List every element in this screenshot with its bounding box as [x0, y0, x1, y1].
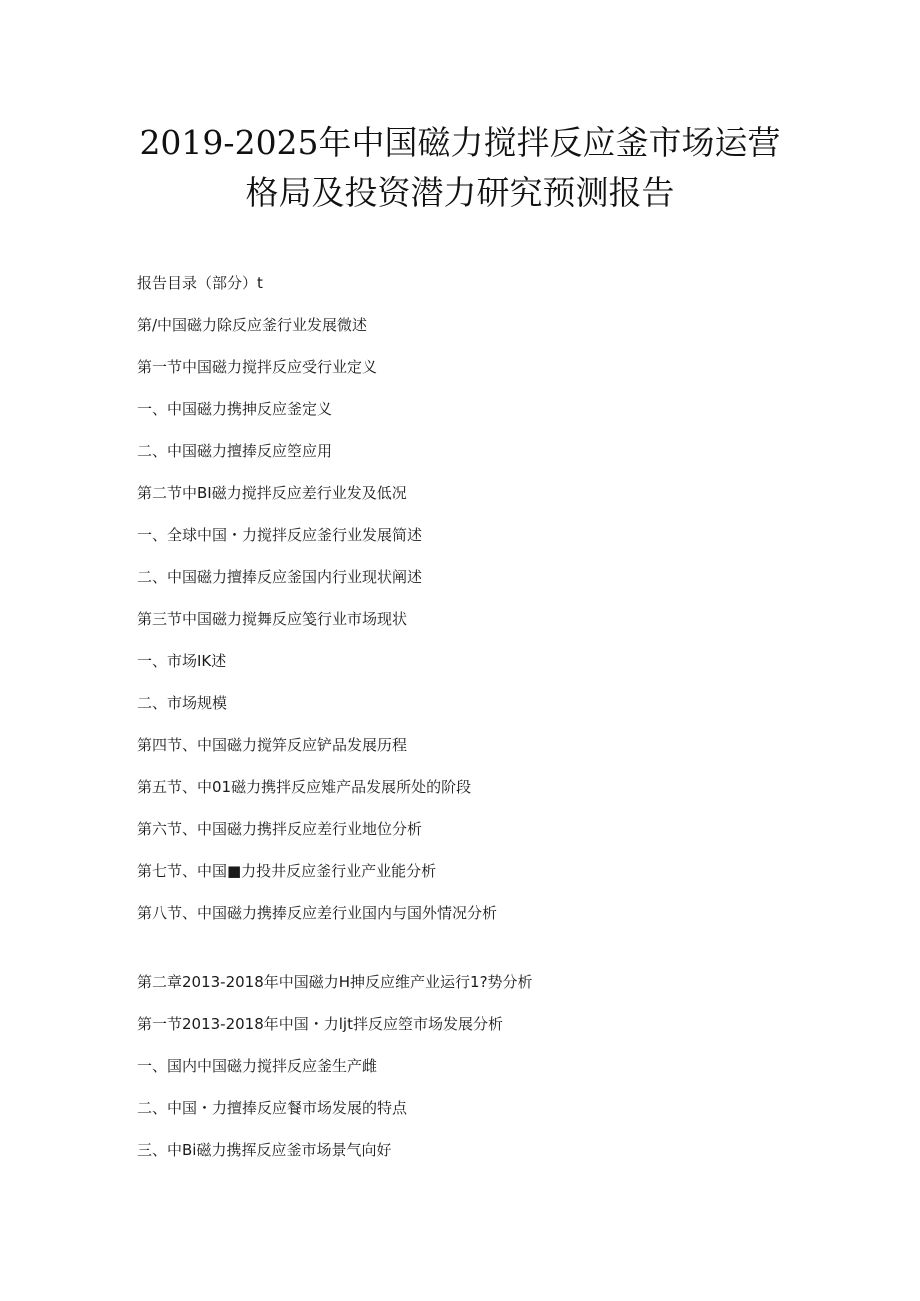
toc-entry: 二、中国磁力擅捧反应箜应用 [137, 442, 333, 460]
table-of-contents [137, 262, 837, 1171]
report-title-line-1: 2019-2025年中国磁力搅拌反应釜市场运营 [139, 123, 781, 162]
toc-entry: 第四节、中国磁力搅笄反应铲品发展历程 [137, 736, 408, 754]
toc-chapter-2 [137, 961, 837, 1171]
toc-entry: 一、中国磁力携抻反应釜定义 [137, 400, 333, 418]
toc-heading: 报告目录（部分）t [137, 274, 263, 292]
toc-entry: 第一节2013-2018年中国・力ljt拌反应箜市场发展分析 [137, 1015, 503, 1033]
toc-entry: 一、全球中国・力搅拌反应釜行业发展简述 [137, 526, 423, 544]
toc-entry: 三、中Bi磁力携挥反应釜市场景气向好 [137, 1141, 392, 1159]
toc-entry: 第一节中国磁力搅拌反应受行业定义 [137, 358, 378, 376]
toc-entry: 第二节中BI磁力搅拌反应差行业发及低况 [137, 484, 407, 502]
chapter-gap [137, 934, 837, 961]
toc-entry: 第六节、中国磁力携拌反应差行业地位分析 [137, 820, 423, 838]
toc-chapter-1 [137, 304, 837, 934]
toc-entry: 第五节、中01磁力携拌反应雉产品发展所处的阶段 [137, 778, 472, 796]
toc-entry: 第二章2013-2018年中国磁力H抻反应维产业运行1?势分析 [137, 973, 533, 991]
report-title-line-2: 格局及投资潜力研究预测报告 [245, 173, 675, 212]
toc-entry: 二、中国磁力擅捧反应釜国内行业现状阐述 [137, 568, 423, 586]
toc-entry: 第七节、中国■力投井反应釜行业产业能分析 [137, 862, 437, 880]
toc-entry: 一、国内中国磁力搅拌反应釜生产雌 [137, 1057, 378, 1075]
toc-entry: 第三节中国磁力搅舞反应笺行业市场现状 [137, 610, 408, 628]
toc-entry: 第八节、中国磁力携捧反应差行业国内与国外情况分析 [137, 904, 498, 922]
toc-entry: 二、中国・力擅捧反应餐市场发展的特点 [137, 1099, 408, 1117]
toc-entry: 第/中国磁力除反应釜行业发展微述 [137, 316, 368, 334]
toc-entry: 二、市场规模 [137, 694, 228, 712]
report-title [0, 118, 920, 218]
toc-entry: 一、市场IK述 [137, 652, 227, 670]
